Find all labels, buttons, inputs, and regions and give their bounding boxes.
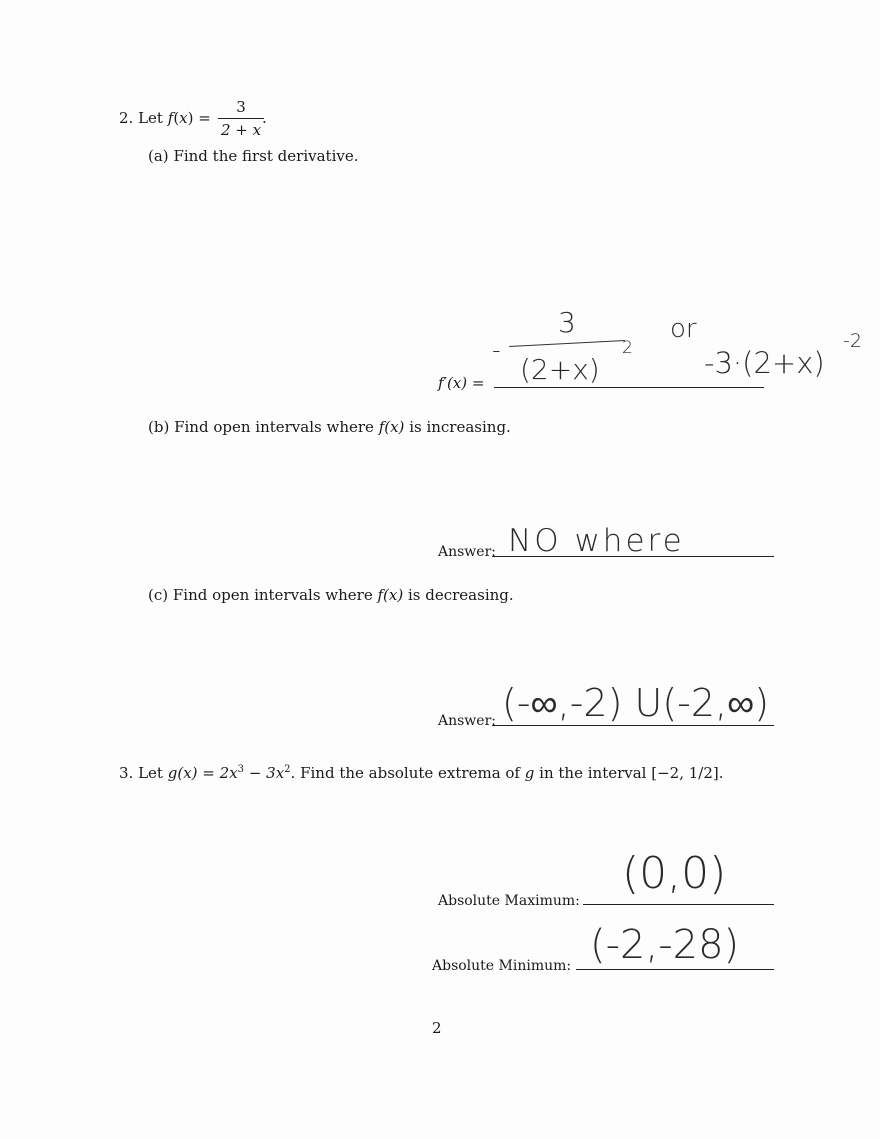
- part-b-prompt: [148, 418, 511, 436]
- abs-max-line: [583, 904, 774, 905]
- problem-3-exp-b: 2: [284, 764, 291, 775]
- fraction-bar: [218, 118, 264, 119]
- part-a-answer-line: [494, 387, 764, 388]
- problem-3-term-a: 2x: [219, 764, 238, 782]
- problem-3-func: g(x): [167, 764, 198, 782]
- part-c-letter: (c): [148, 586, 169, 604]
- function-fraction: [218, 98, 264, 139]
- abs-min-line: [576, 969, 774, 970]
- problem-3-statement: [119, 764, 724, 782]
- handwritten-numerator: 3: [558, 306, 576, 339]
- part-b-func: f(x): [378, 418, 405, 436]
- handwritten-alternate-exponent: -2: [843, 330, 862, 352]
- problem-3-lead: Let: [138, 764, 163, 782]
- problem-3-term-b: − 3x: [248, 764, 285, 782]
- problem-2-statement: 2. Let f(x) =: [119, 109, 211, 127]
- part-b-text-post: is increasing.: [409, 418, 511, 436]
- part-a-prompt: [148, 147, 358, 165]
- abs-min-handwritten: (-2,-28): [590, 922, 740, 968]
- part-b-handwritten-answer: NO where: [508, 523, 685, 559]
- statement-period: .: [262, 109, 267, 127]
- function-name: f: [167, 109, 174, 127]
- part-c-func: f(x): [377, 586, 404, 604]
- part-c-answer-label: Answer:: [438, 713, 496, 729]
- problem-3-equals: =: [202, 764, 215, 782]
- part-b-letter: (b): [148, 418, 170, 436]
- problem-3-number: 3.: [119, 764, 134, 782]
- problem-3-exp-a: 3: [237, 764, 245, 775]
- problem-lead: Let: [138, 109, 163, 127]
- part-a-answer-label: f′(x) =: [438, 374, 485, 392]
- part-b-text-pre: Find open intervals where: [174, 418, 374, 436]
- part-c-prompt: [148, 586, 514, 604]
- part-c-text-pre: Find open intervals where: [172, 586, 373, 604]
- function-var: x: [179, 109, 188, 127]
- abs-max-label: Absolute Maximum:: [438, 893, 580, 909]
- handwritten-denominator: (2+x): [520, 353, 600, 386]
- page-number: 2: [432, 1019, 442, 1037]
- problem-3-prompt-mid: . Find the absolute extrema of: [290, 764, 520, 782]
- problem-3-var: g: [524, 764, 535, 782]
- part-a-text: Find the first derivative.: [173, 147, 359, 165]
- abs-max-handwritten: (0,0): [622, 848, 727, 899]
- abs-min-label: Absolute Minimum:: [432, 958, 572, 974]
- problem-number: 2.: [119, 109, 134, 127]
- handwritten-or: or: [670, 314, 697, 344]
- handwritten-neg: -: [492, 336, 501, 364]
- part-c-text-post: is decreasing.: [407, 586, 514, 604]
- equals-sign: =: [198, 109, 211, 127]
- fraction-numerator: 3: [236, 98, 246, 116]
- fraction-denominator: 2 + x: [220, 121, 262, 139]
- problem-3-prompt-end: in the interval [−2, 1/2].: [539, 764, 724, 782]
- part-b-answer-label: Answer:: [438, 544, 496, 560]
- part-a-letter: (a): [148, 147, 169, 165]
- handwritten-exponent: 2: [622, 338, 633, 358]
- handwritten-alternate-form: -3·(2+x): [704, 346, 825, 380]
- part-c-handwritten-answer: (-∞,-2) U(-2,∞): [502, 681, 770, 725]
- handwritten-fraction-bar: [509, 340, 625, 347]
